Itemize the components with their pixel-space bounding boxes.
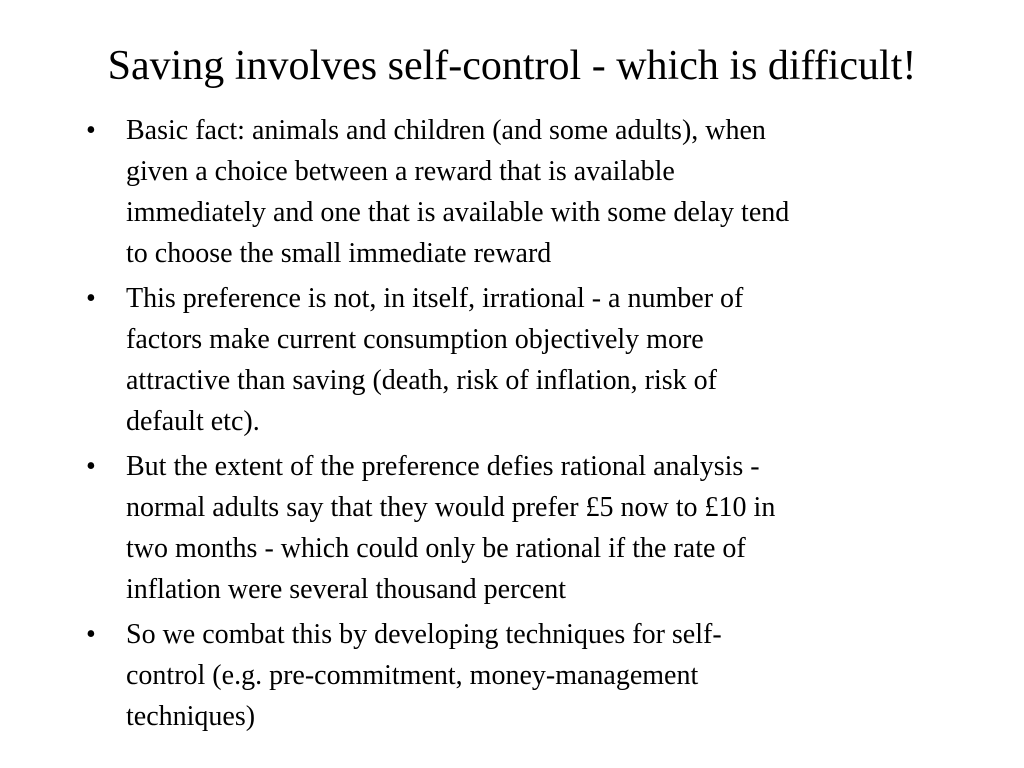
bullet-text xyxy=(126,446,966,610)
bullet-line: normal adults say that they would prefer £5 now to £10 in xyxy=(126,492,776,523)
bullet-item-rational-analysis xyxy=(86,446,966,610)
bullet-line: So we combat this by developing techniques for self- xyxy=(126,619,722,650)
bullet-item-preference xyxy=(86,278,966,442)
bullet-line: This preference is not, in itself, irrational - a number of xyxy=(126,283,744,314)
bullet-line: control (e.g. pre-commitment, money-management xyxy=(126,660,699,691)
bullet-marker: • xyxy=(86,283,96,314)
bullet-line: default etc). xyxy=(126,406,260,437)
bullet-line: factors make current consumption objectively more xyxy=(126,324,704,355)
bullet-line: inflation were several thousand percent xyxy=(126,574,567,605)
bullet-marker: • xyxy=(86,115,96,146)
bullet-item-self-control xyxy=(86,614,966,737)
bullet-text xyxy=(126,110,966,274)
bullet-list xyxy=(86,110,966,741)
bullet-line: given a choice between a reward that is available xyxy=(126,156,675,187)
bullet-line: to choose the small immediate reward xyxy=(126,238,552,269)
bullet-text xyxy=(126,278,966,442)
bullet-marker: • xyxy=(86,619,96,650)
bullet-line: Basic fact: animals and children (and some adults), when xyxy=(126,115,766,146)
bullet-marker: • xyxy=(86,451,96,482)
bullet-line: two months - which could only be rational if the rate of xyxy=(126,533,746,564)
bullet-line: techniques) xyxy=(126,701,256,732)
bullet-line: attractive than saving (death, risk of inflation, risk of xyxy=(126,365,717,396)
bullet-text xyxy=(126,614,966,737)
bullet-line: But the extent of the preference defies rational analysis - xyxy=(126,451,760,482)
bullet-item-basic-fact xyxy=(86,110,966,274)
bullet-line: immediately and one that is available with some delay tend xyxy=(126,197,790,228)
slide-title: Saving involves self-control - which is difficult! xyxy=(107,43,917,89)
